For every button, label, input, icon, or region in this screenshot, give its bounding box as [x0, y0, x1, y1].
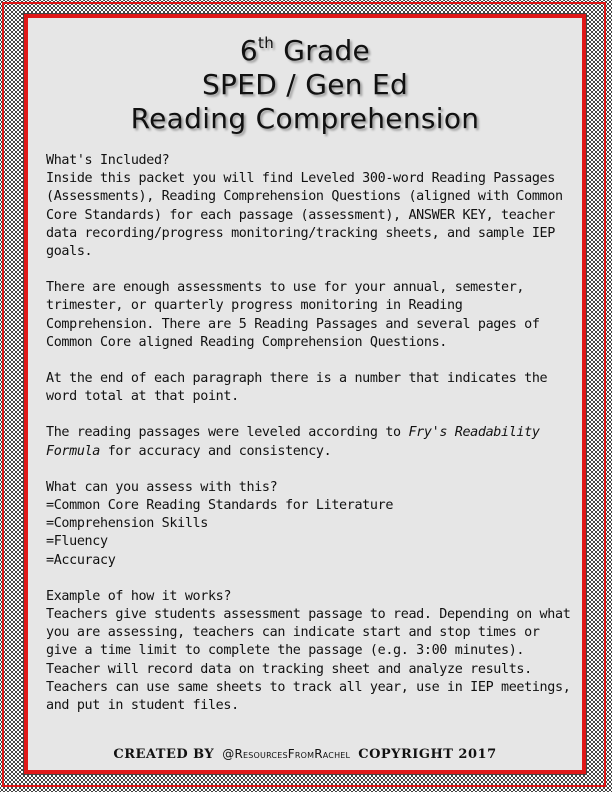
- description-body: [46, 152, 574, 733]
- assess-item: =Fluency: [46, 534, 108, 550]
- example-heading: Example of how it works?: [46, 588, 232, 604]
- footer-credit: [28, 747, 582, 762]
- page-title: [28, 26, 582, 136]
- included-heading: What's Included?: [46, 153, 170, 168]
- grade-suffix: th: [258, 34, 275, 52]
- created-by-label: CREATED BY: [113, 747, 215, 762]
- example-text: Teachers give students assessment passage to read. Depending on what you are assessing, teachers can indicate start and stop times or give a time limit to complete the passage (e.g. 3:00 minutes). Teacher will record data on tracking sheet and analyze results. Teachers can use same sheets to track all year, use in IEP meetings, and put in student files.: [46, 607, 571, 714]
- leveled-suffix: for accuracy and consistency.: [107, 443, 332, 459]
- enough-assessments-text: There are enough assessments to use for your annual, semester, trimester, or quarterly progress monitoring in Reading Comprehension. There are 5 Reading Passages and several pages of Common Core aligned Reading Comprehension Questions.: [46, 280, 540, 350]
- assess-section: [46, 479, 574, 570]
- example-section: [46, 588, 574, 715]
- copyright-label: COPYRIGHT 2017: [358, 747, 497, 762]
- included-section: [46, 152, 574, 261]
- title-grade-line: [28, 26, 582, 68]
- fry-formula: Fry's Readability Formula: [46, 425, 540, 459]
- author-handle: @ResourcesFromRachel: [222, 747, 351, 761]
- leveled-section: [46, 424, 574, 460]
- leveled-prefix: The reading passages were leveled according to: [46, 425, 401, 441]
- assess-item: =Common Core Reading Standards for Literature: [46, 498, 394, 514]
- content-panel: [24, 14, 586, 774]
- title-line-sped-gen-ed: SPED / Gen Ed: [201, 68, 409, 101]
- grade-number: 6: [239, 34, 259, 67]
- assess-item: =Accuracy: [46, 552, 116, 568]
- title-line-reading-comprehension: Reading Comprehension: [130, 102, 480, 135]
- assess-item: =Comprehension Skills: [46, 516, 208, 532]
- included-text: Inside this packet you will find Leveled 300-word Reading Passages (Assessments), Reading Comprehension Questions (aligned with Common Core Standards) for each passage (assessment), ANSWER KEY, teacher data recording/progress monitoring/tracking sheets, and sample IEP goals.: [46, 171, 563, 260]
- word-total-text: At the end of each paragraph there is a number that indicates the word total at that point.: [46, 371, 548, 405]
- assess-heading: What can you assess with this?: [46, 479, 278, 495]
- grade-word: Grade: [283, 34, 371, 67]
